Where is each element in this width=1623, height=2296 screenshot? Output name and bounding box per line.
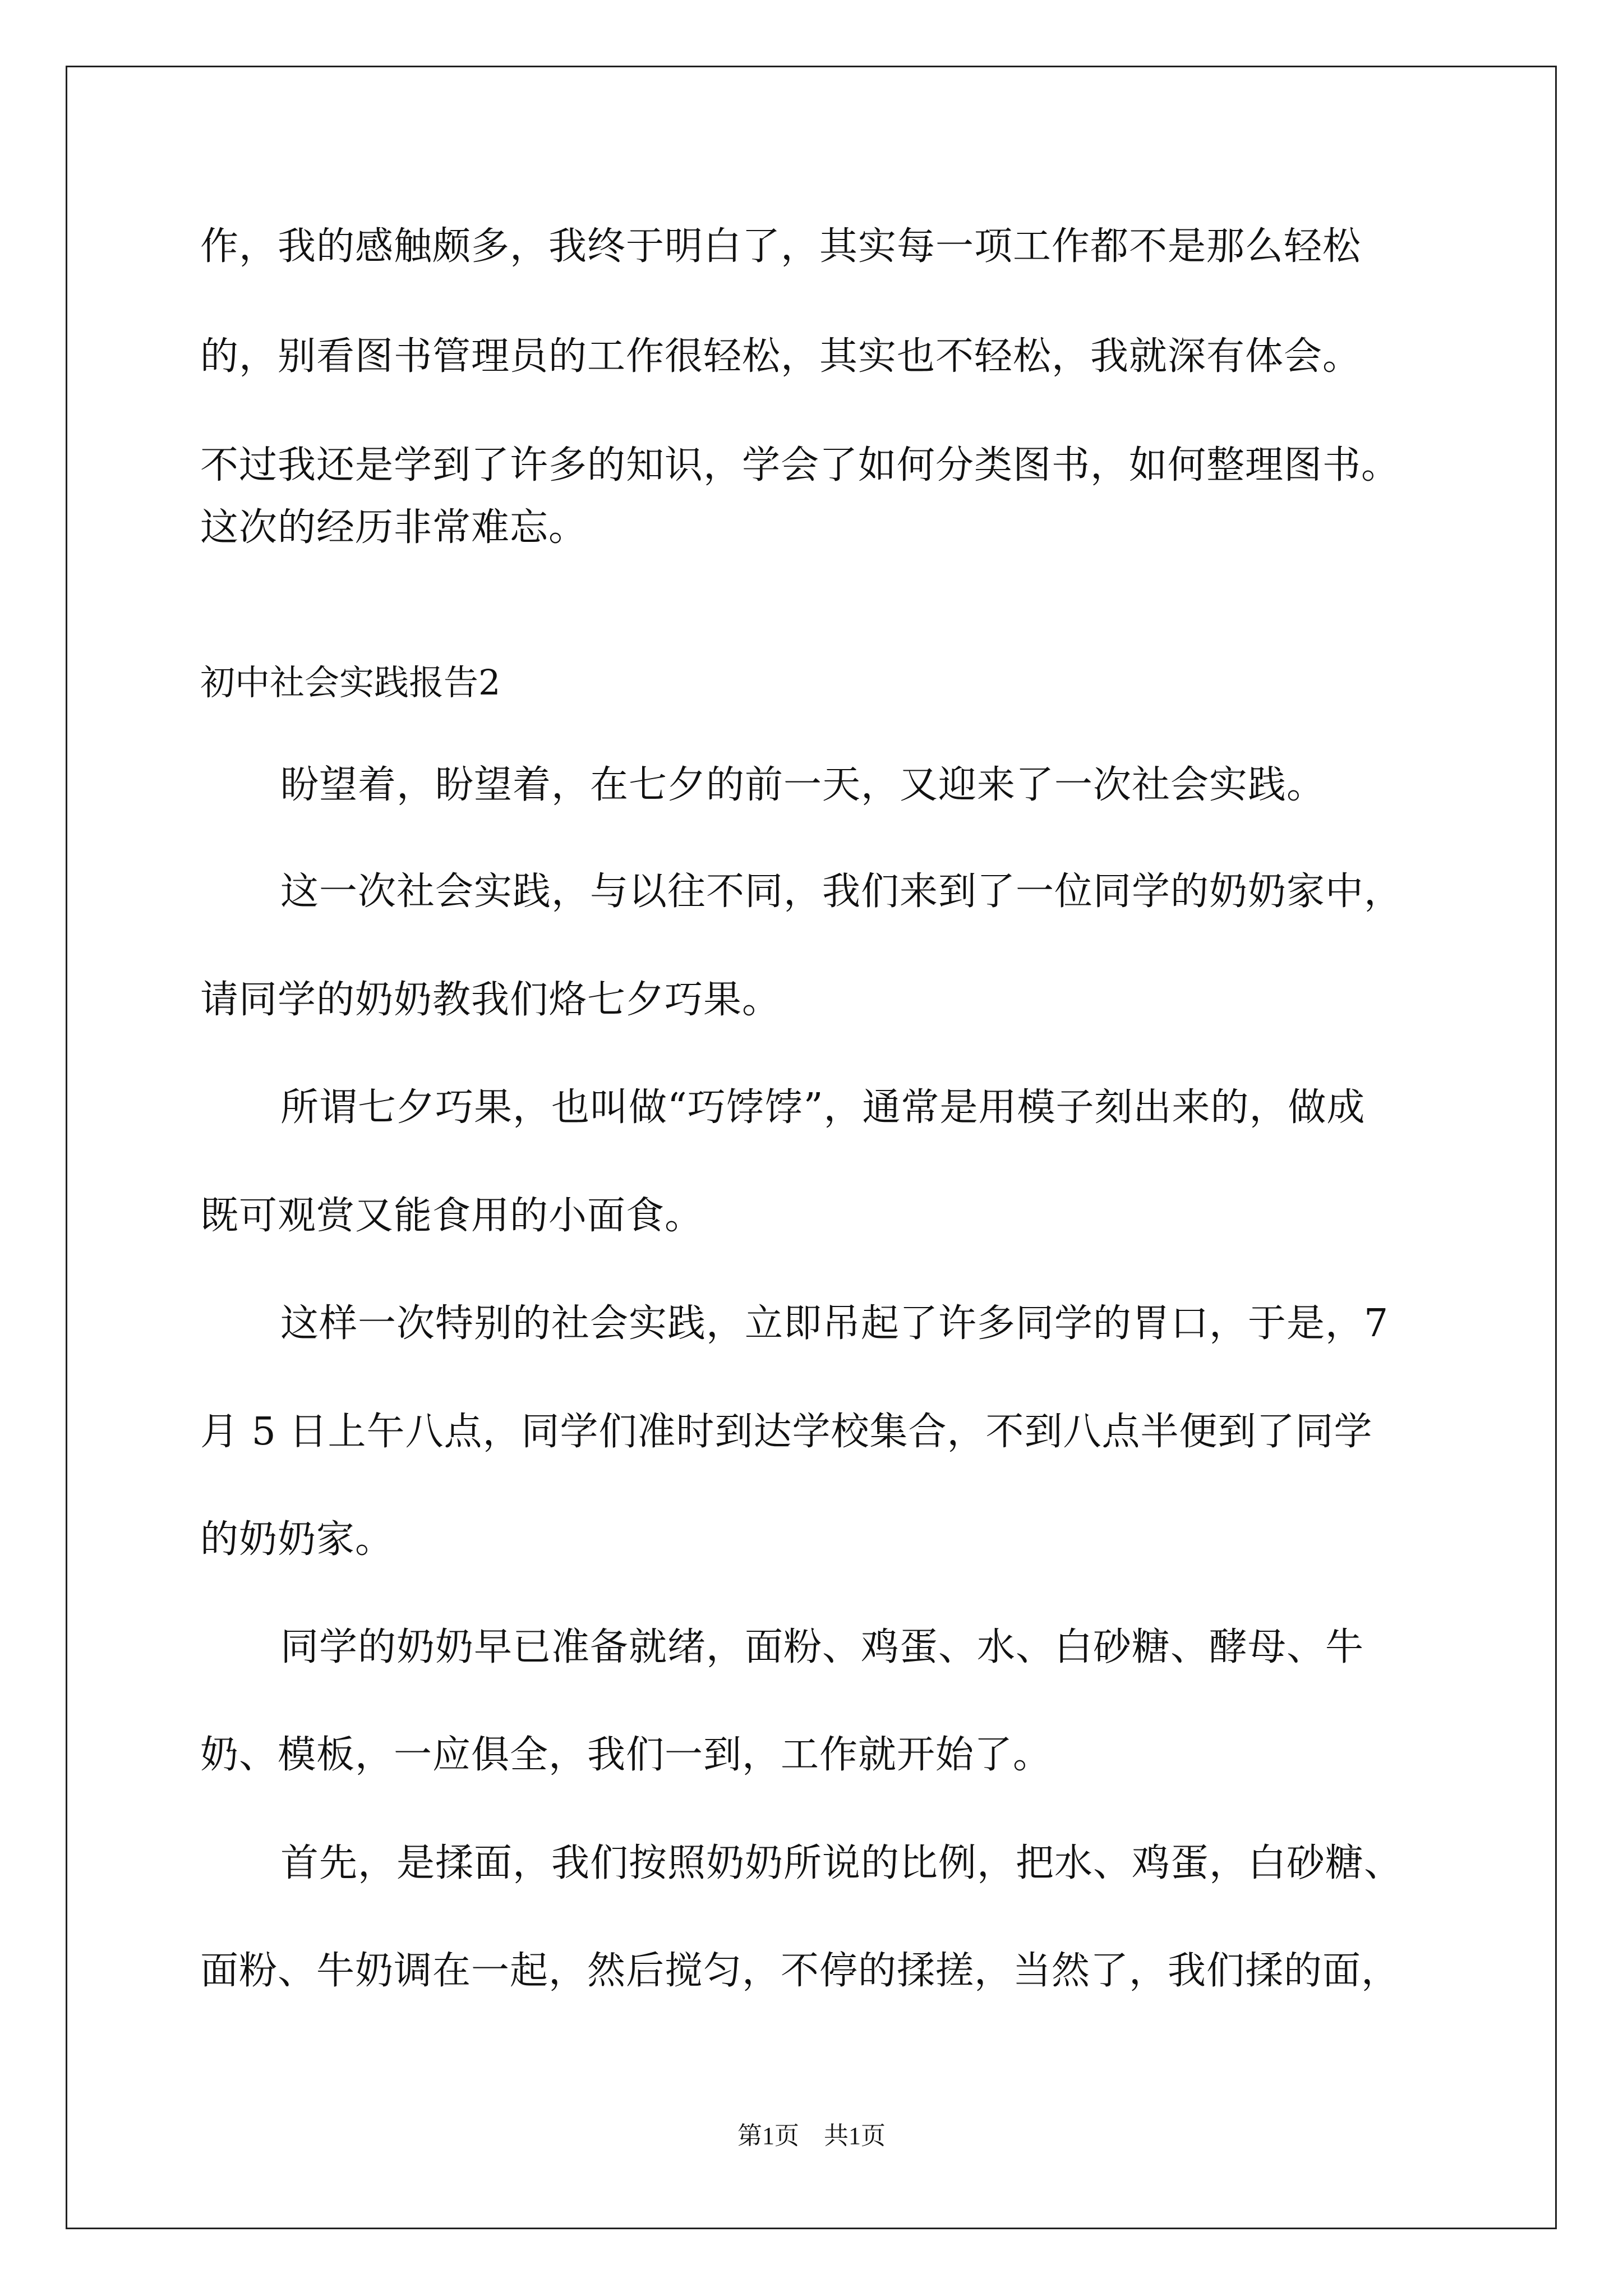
paragraph-3-line-1: 所谓七夕巧果，也叫做“巧饽饽”，通常是用模子刻出来的，做成 xyxy=(280,1085,1366,1130)
paragraph-5-line-2: 奶、模板，一应俱全，我们一到，工作就开始了。 xyxy=(200,1733,1052,1777)
paragraph-4-line-1: 这样一次特别的社会实践，立即吊起了许多同学的胃口，于是，7 xyxy=(280,1301,1389,1346)
text-line-1: 作，我的感触颇多，我终于明白了，其实每一项工作都不是那么轻松 xyxy=(200,224,1362,269)
text-line-2: 的，别看图书管理员的工作很轻松，其实也不轻松，我就深有体会。 xyxy=(200,334,1362,379)
paragraph-1-line-1: 盼望着，盼望着，在七夕的前一天，又迎来了一次社会实践。 xyxy=(280,763,1326,807)
paragraph-5-line-1: 同学的奶奶早已准备就绪，面粉、鸡蛋、水、白砂糖、酵母、牛 xyxy=(280,1625,1364,1669)
page-number-footer: 第1页 共1页 xyxy=(737,2122,886,2150)
paragraph-2-line-2: 请同学的奶奶教我们烙七夕巧果。 xyxy=(200,978,781,1022)
page-border xyxy=(66,66,1557,2229)
paragraph-6-line-2: 面粉、牛奶调在一起，然后搅匀，不停的揉搓，当然了，我们揉的面， xyxy=(200,1949,1400,1993)
paragraph-4-line-3: 的奶奶家。 xyxy=(200,1517,394,1562)
paragraph-3-line-2: 既可观赏又能食用的小面食。 xyxy=(200,1194,704,1238)
text-line-4: 这次的经历非常难忘。 xyxy=(200,505,588,550)
paragraph-2-line-1: 这一次社会实践，与以往不同，我们来到了一位同学的奶奶家中， xyxy=(280,869,1403,914)
section-heading: 初中社会实践报告2 xyxy=(200,662,501,703)
paragraph-6-line-1: 首先，是揉面，我们按照奶奶所说的比例，把水、鸡蛋，白砂糖、 xyxy=(280,1841,1403,1885)
text-line-3: 不过我还是学到了许多的知识，学会了如何分类图书，如何整理图书。 xyxy=(200,443,1400,487)
paragraph-4-line-2: 月 5 日上午八点，同学们准时到达学校集合，不到八点半便到了同学 xyxy=(200,1410,1373,1454)
